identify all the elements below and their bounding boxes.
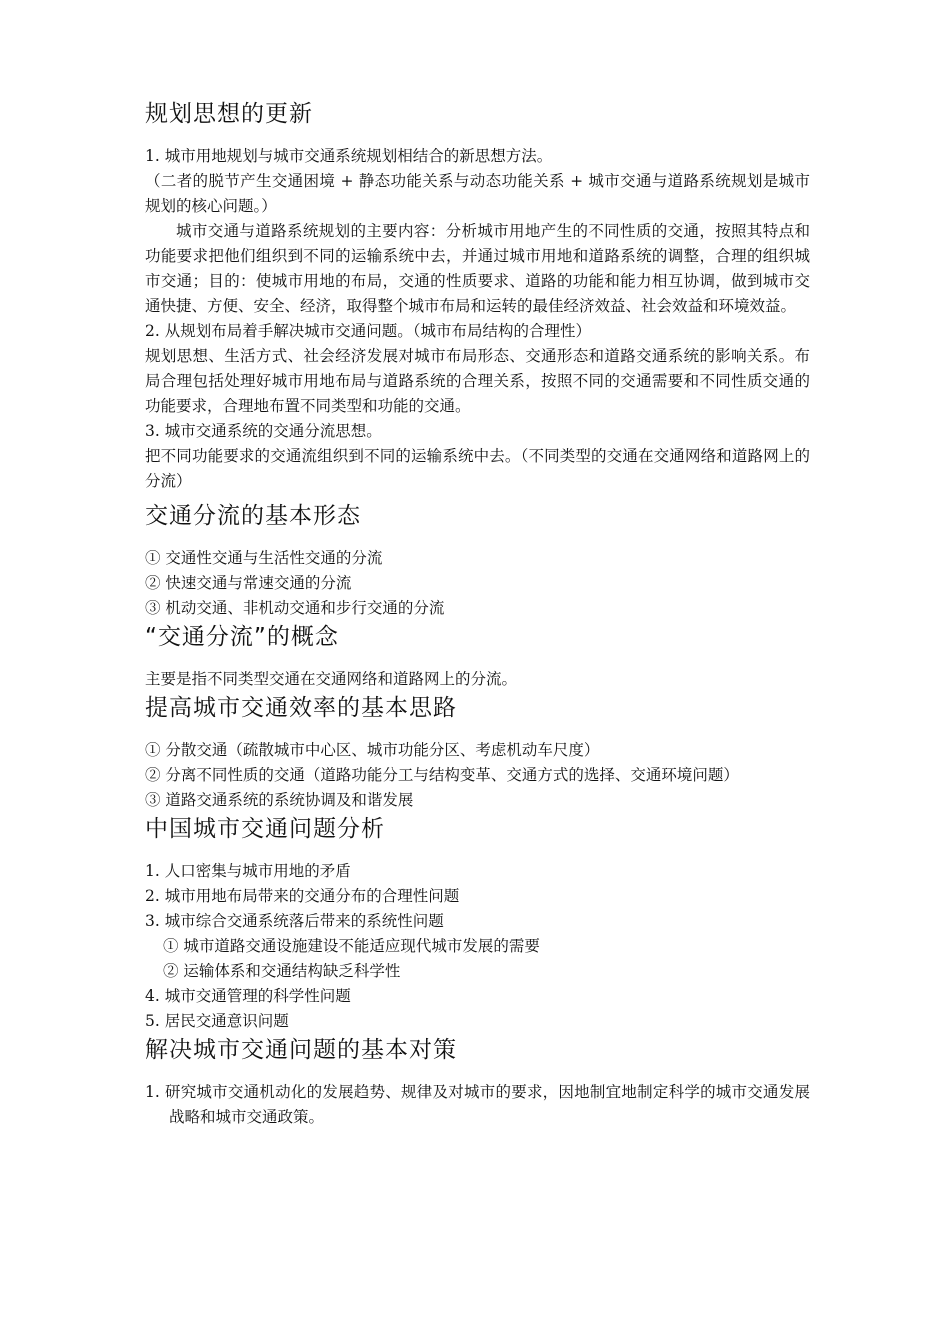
s1-main-content: 城市交通与道路系统规划的主要内容：分析城市用地产生的不同性质的交通，按照其特点和功能要求把他们组织到不同的运输系统中去，并通过城市用地和道路系统的调整，合理的组织城市交通；目的：使城市用地的布局，交通的性质要求、道路的功能和能力相互协调，做到城市交通快捷、方便、安全、经济，取得整个城市布局和运转的最佳经济效益、社会效益和环境效益。 bbox=[145, 222, 810, 315]
s2-item-1: ① 交通性交通与生活性交通的分流 bbox=[145, 549, 383, 567]
s6-item-1: 1. 研究城市交通机动化的发展趋势、规律及对城市的要求，因地制宜地制定科学的城市交通发展战略和城市交通政策。 bbox=[145, 1083, 810, 1126]
s5-item-4: 4. 城市交通管理的科学性问题 bbox=[145, 987, 351, 1005]
section-title-efficiency: 提高城市交通效率的基本思路 bbox=[145, 695, 457, 721]
s1-item-2: 2. 从规划布局着手解决城市交通问题。（城市布局结构的合理性） bbox=[145, 322, 591, 340]
s1-item-2-desc: 规划思想、生活方式、社会经济发展对城市布局形态、交通形态和道路交通系统的影响关系。布局合理包括处理好城市用地布局与道路系统的合理关系，按照不同的交通需要和不同性质交通的功能要求，合理地布置不同类型和功能的交通。 bbox=[145, 347, 810, 415]
section-title-planning-update: 规划思想的更新 bbox=[145, 101, 313, 127]
document-page bbox=[145, 98, 810, 1130]
s1-item-3-desc: 把不同功能要求的交通流组织到不同的运输系统中去。（不同类型的交通在交通网络和道路网上的分流） bbox=[145, 447, 810, 490]
s2-item-2: ② 快速交通与常速交通的分流 bbox=[145, 574, 352, 592]
section-title-china-analysis: 中国城市交通问题分析 bbox=[145, 816, 385, 842]
s5-item-1: 1. 人口密集与城市用地的矛盾 bbox=[145, 862, 351, 880]
s4-item-2: ② 分离不同性质的交通（道路功能分工与结构变革、交通方式的选择、交通环境问题） bbox=[145, 766, 739, 784]
s3-desc: 主要是指不同类型交通在交通网络和道路网上的分流。 bbox=[145, 670, 518, 688]
s2-item-3: ③ 机动交通、非机动交通和步行交通的分流 bbox=[145, 599, 445, 617]
s4-item-1: ① 分散交通（疏散城市中心区、城市功能分区、考虑机动车尺度） bbox=[145, 741, 600, 759]
s1-item-1: 1. 城市用地规划与城市交通系统规划相结合的新思想方法。 bbox=[145, 147, 553, 165]
section-title-countermeasures: 解决城市交通问题的基本对策 bbox=[145, 1037, 457, 1063]
s5-sub-item-2: ② 运输体系和交通结构缺乏科学性 bbox=[163, 962, 401, 980]
s5-sub-item-1: ① 城市道路交通设施建设不能适应现代城市发展的需要 bbox=[163, 937, 540, 955]
s1-note: （二者的脱节产生交通困境 + 静态功能关系与动态功能关系 + 城市交通与道路系统规划是城市规划的核心问题。） bbox=[145, 172, 810, 215]
section-title-separation-forms: 交通分流的基本形态 bbox=[145, 503, 361, 529]
s5-item-5: 5. 居民交通意识问题 bbox=[145, 1012, 289, 1030]
s5-item-3: 3. 城市综合交通系统落后带来的系统性问题 bbox=[145, 912, 444, 930]
section-title-separation-concept: “交通分流”的概念 bbox=[145, 624, 339, 650]
s4-item-3: ③ 道路交通系统的系统协调及和谐发展 bbox=[145, 791, 414, 809]
s1-item-3: 3. 城市交通系统的交通分流思想。 bbox=[145, 422, 382, 440]
s5-item-2: 2. 城市用地布局带来的交通分布的合理性问题 bbox=[145, 887, 460, 905]
